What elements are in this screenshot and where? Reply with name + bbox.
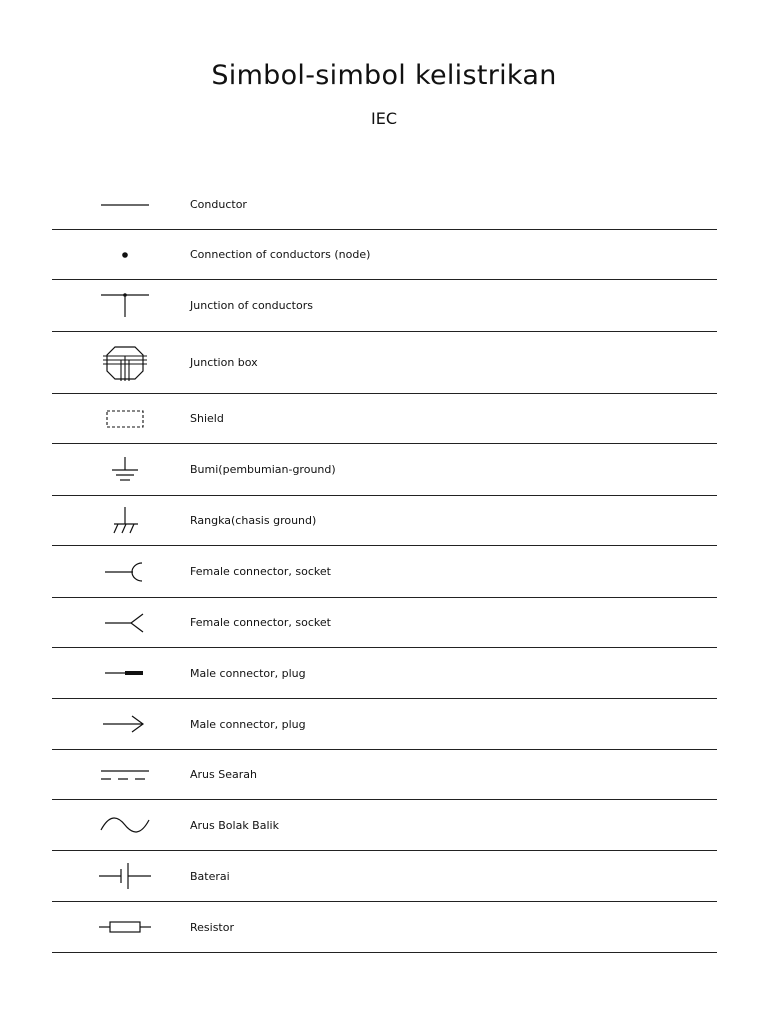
symbol-label: Shield [190,412,224,425]
conductor-icon [95,195,155,215]
symbol-label: Rangka(chasis ground) [190,514,317,527]
male-connector-arrow-icon [95,712,155,736]
node-icon [95,245,155,265]
symbol-row [52,800,717,851]
symbol-row [52,699,717,750]
alternating-current-icon [95,813,155,837]
direct-current-icon [95,765,155,785]
symbol-row [52,332,717,394]
symbol-table [52,180,717,953]
symbol-row [52,230,717,280]
junction-icon [95,291,155,321]
shield-icon [95,407,155,431]
symbol-label: Arus Searah [190,768,257,781]
symbol-row [52,851,717,902]
symbol-label: Male connector, plug [190,666,306,680]
symbol-label: Arus Bolak Balik [190,818,279,832]
symbol-label: Male connector, plug [190,717,306,731]
page-title: Simbol-simbol kelistrikan [211,60,557,91]
symbol-label: Junction of conductors [190,299,313,312]
symbol-label: Resistor [190,920,234,934]
female-connector-angle-icon [95,611,155,635]
battery-icon [95,861,155,891]
symbol-row [52,750,717,800]
symbol-row [52,648,717,699]
symbol-label: Bumi(pembumian-ground) [190,463,336,476]
symbol-row [52,598,717,648]
symbol-row [52,280,717,332]
symbol-label: Female connector, socket [190,565,331,578]
symbol-label: Female connector, socket [190,616,331,629]
female-connector-round-icon [95,560,155,584]
symbol-label: Baterai [190,869,230,883]
symbol-row [52,546,717,598]
male-connector-plug-icon [95,663,155,683]
symbol-label: Connection of conductors (node) [190,248,371,261]
symbol-row [52,496,717,546]
symbol-row [52,180,717,230]
page-subtitle: IEC [371,109,397,128]
symbol-row [52,394,717,444]
resistor-icon [95,917,155,937]
junction-box-icon [95,343,155,383]
symbol-label: Junction box [190,356,258,369]
chassis-ground-icon [95,505,155,537]
earth-ground-icon [95,455,155,485]
symbol-label: Conductor [190,198,247,211]
symbol-row [52,902,717,953]
symbol-row [52,444,717,496]
